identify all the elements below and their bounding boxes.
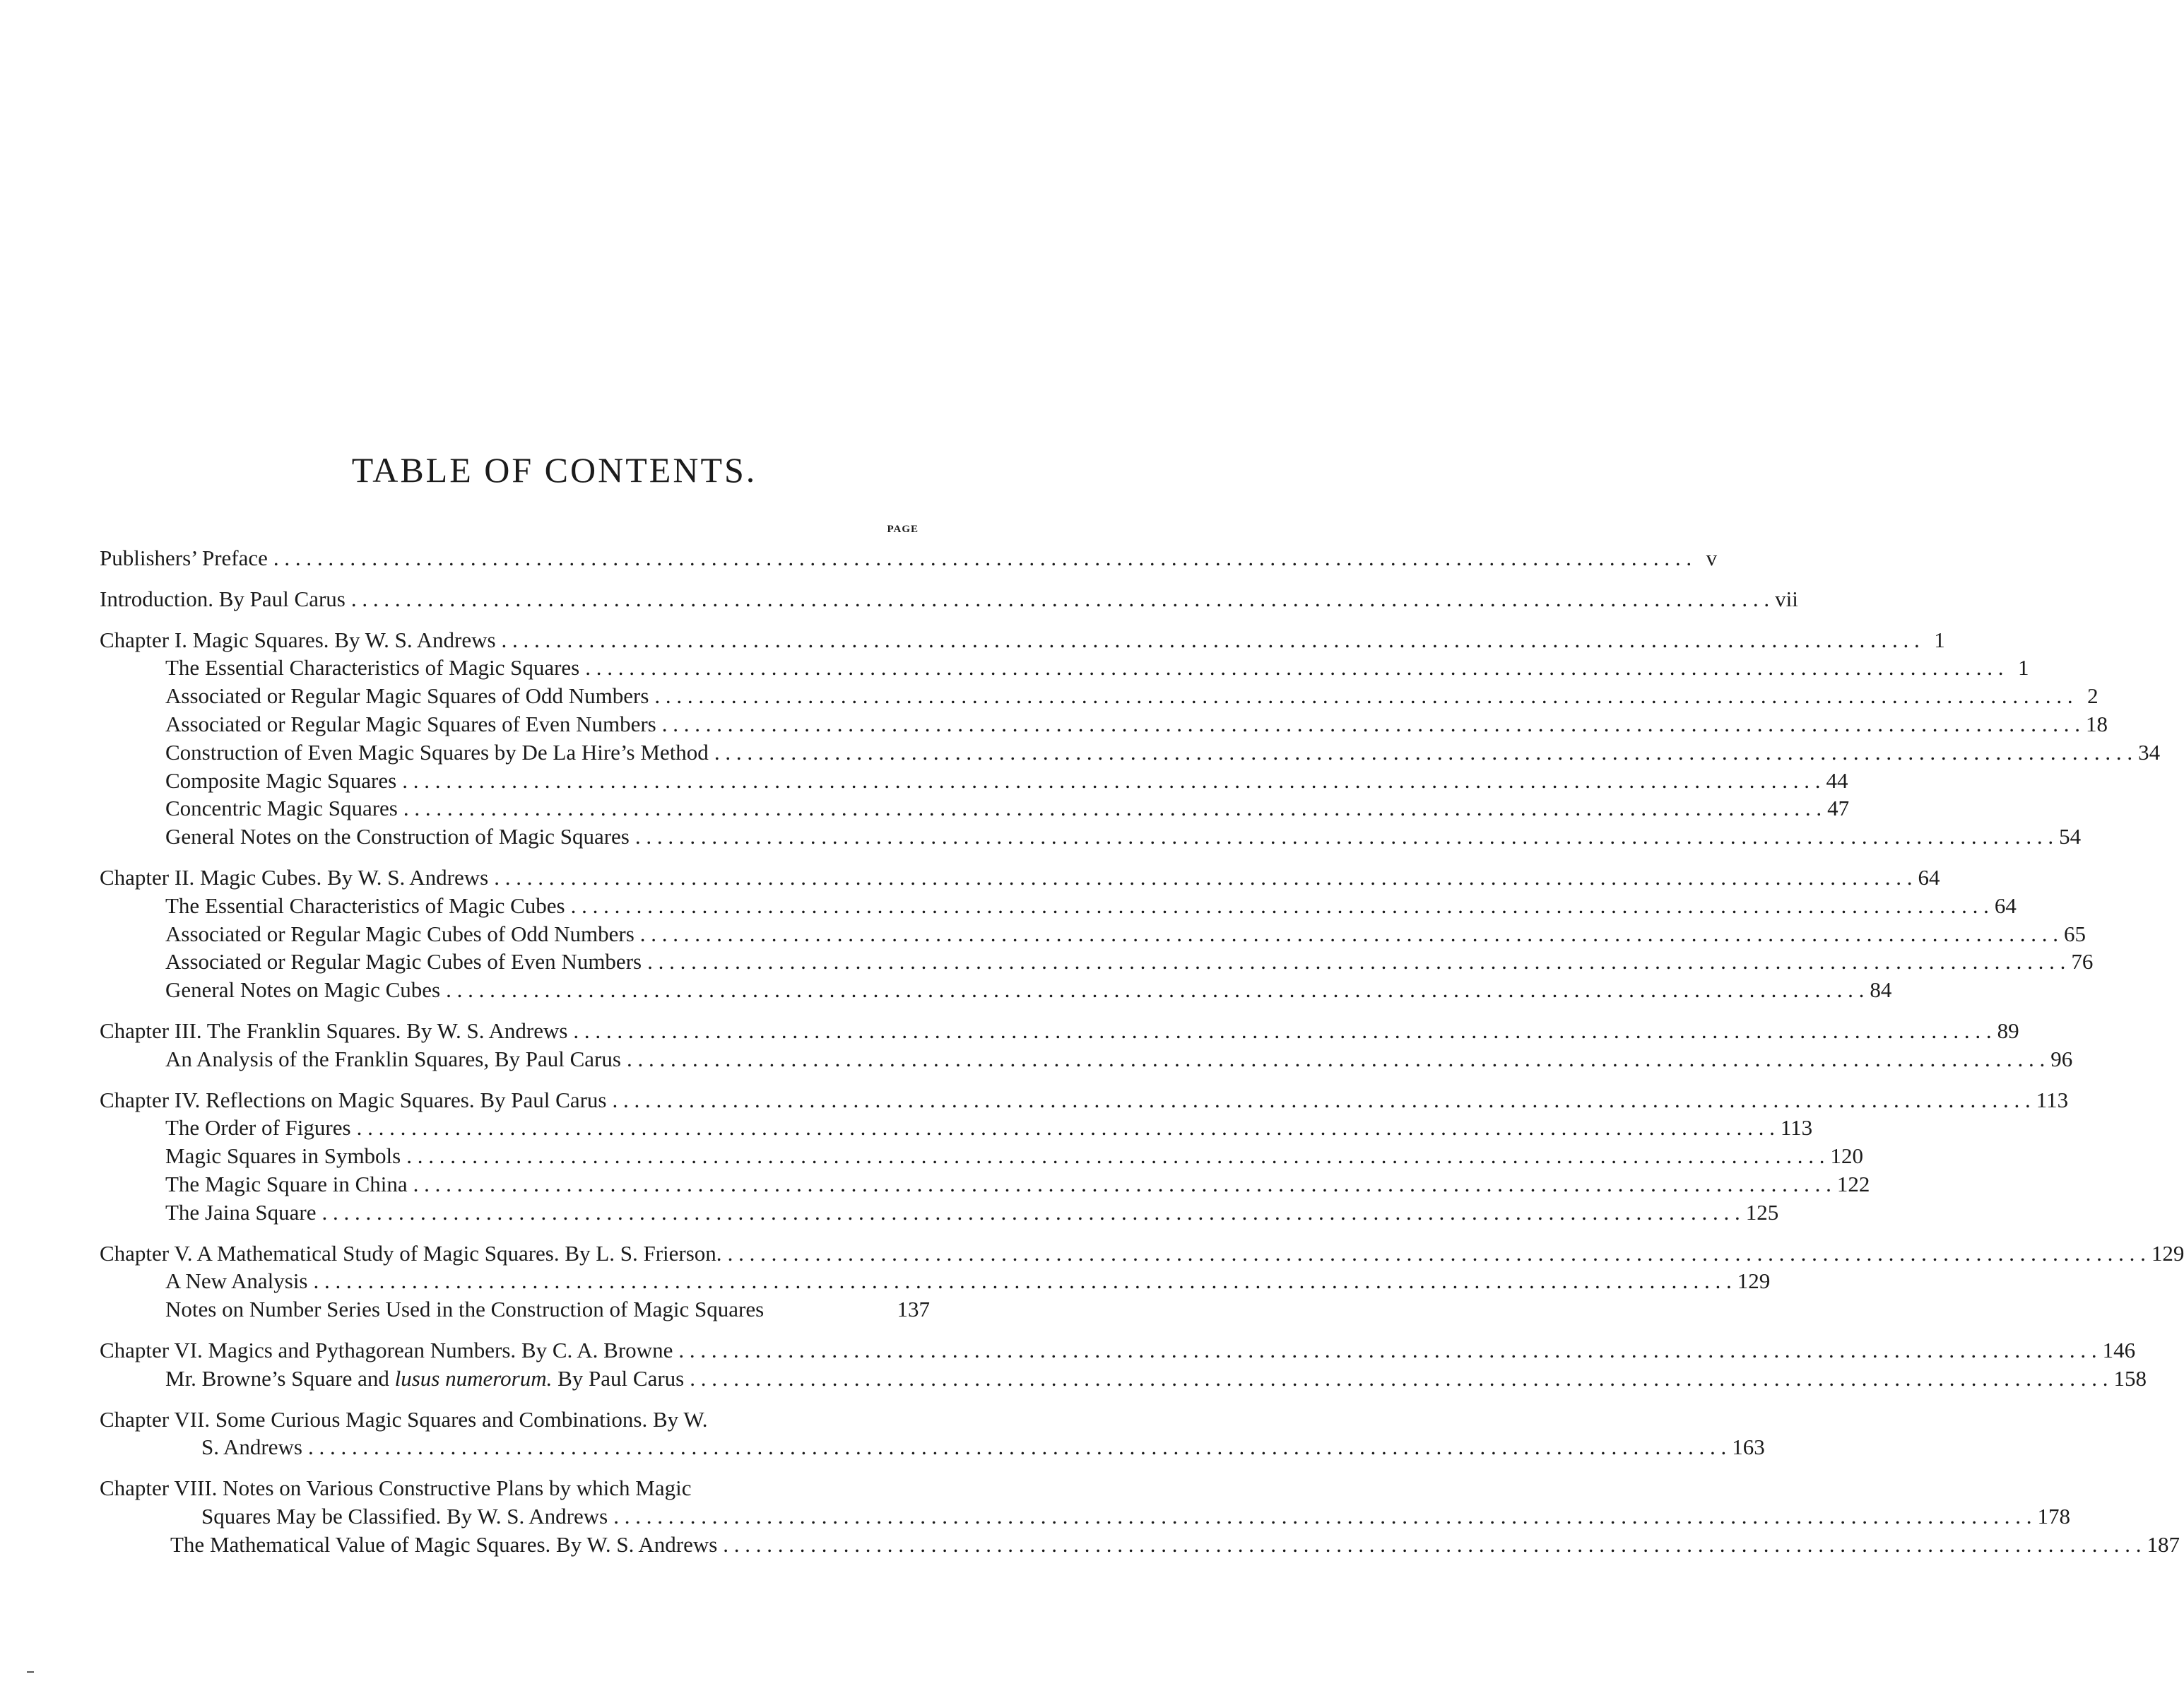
toc-entry-page: 122	[1836, 1171, 1870, 1196]
toc-entry	[100, 585, 1798, 613]
toc-group-chapter-3	[100, 1017, 2073, 1073]
toc-section-entry	[100, 1142, 1863, 1170]
toc-group-chapter-6	[100, 1336, 2147, 1393]
dot-leader	[273, 544, 1692, 572]
toc-chapter-entry-continuation	[100, 1433, 1765, 1461]
page-column-label: PAGE	[887, 524, 919, 535]
dot-leader	[321, 1199, 1740, 1227]
toc-entry-page: 64	[1994, 893, 2017, 918]
toc-entry-title: General Notes on Magic Cubes	[165, 977, 441, 1003]
dot-leader	[627, 1045, 2045, 1073]
dot-leader	[446, 976, 1864, 1004]
dot-leader	[494, 864, 1912, 892]
toc-entry-title: Notes on Number Series Used in the Construction of Magic Squares	[165, 1297, 765, 1322]
toc-section-entry	[100, 682, 2099, 710]
toc-section-entry	[100, 1295, 930, 1324]
toc-entry-page: 137	[897, 1297, 930, 1322]
scan-mark	[27, 1671, 34, 1673]
toc-entry-page: 178	[2037, 1503, 2070, 1529]
toc-entry-page: 120	[1830, 1143, 1863, 1169]
toc-entry-title: Construction of Even Magic Squares by De La Hire’s Method	[165, 739, 709, 765]
page-title: TABLE OF CONTENTS.	[351, 450, 757, 490]
toc-entry-title: Chapter I. Magic Squares. By W. S. Andrews	[100, 627, 496, 652]
toc-entry-page: 113	[2036, 1087, 2069, 1112]
toc-entry-page: 163	[1732, 1435, 1765, 1460]
toc-entry-page: 96	[2050, 1046, 2073, 1071]
toc-entry-page: 1	[1934, 627, 1945, 652]
toc-chapter-entry-continuation	[100, 1502, 2070, 1531]
toc-entry-page: 47	[1827, 796, 1850, 821]
toc-section-entry	[100, 1365, 2147, 1393]
toc-group-chapter-7	[100, 1406, 1765, 1462]
toc-entry-title: Associated or Regular Magic Cubes of Even Numbers	[165, 949, 642, 974]
toc-entry-page: 18	[2085, 711, 2108, 736]
toc-entry-title: A New Analysis	[165, 1268, 308, 1294]
toc-section-entry	[100, 1267, 1771, 1295]
toc-section-entry	[100, 654, 2029, 682]
toc-entry-title: S. Andrews	[201, 1435, 302, 1460]
toc-entry-title-pre: Mr. Browne’s Square and	[165, 1365, 395, 1391]
dot-leader	[728, 1239, 2146, 1268]
toc-entry-title: Chapter III. The Franklin Squares. By W. S. Andrews	[100, 1018, 568, 1043]
toc-entry-title: The Essential Characteristics of Magic Cubes	[165, 893, 565, 918]
toc-entry-title: Concentric Magic Squares	[165, 796, 398, 821]
toc-section-entry	[100, 738, 2161, 767]
toc-entry-page: 89	[1997, 1018, 2019, 1043]
toc-section-entry	[100, 794, 1850, 823]
dot-leader	[406, 1142, 1824, 1170]
toc-entry-page: 76	[2071, 949, 2094, 974]
toc-chapter-entry	[100, 1474, 930, 1502]
toc-entry-page: 187	[2147, 1531, 2180, 1557]
toc-entry-title	[165, 1365, 684, 1393]
toc-entry-page: 2	[2087, 683, 2099, 709]
toc-entry-title: The Mathematical Value of Magic Squares. By W. S. Andrews	[170, 1531, 718, 1557]
dot-leader	[573, 1017, 1991, 1045]
toc-entry-title: General Notes on the Construction of Magic Squares	[165, 824, 630, 849]
toc-entry-title: Associated or Regular Magic Cubes of Odd Numbers	[165, 921, 634, 946]
toc-entry-page: 34	[2138, 739, 2161, 765]
dot-leader	[571, 892, 1989, 920]
toc-section-entry	[100, 823, 2082, 851]
toc-section-entry	[100, 767, 1848, 795]
toc-entry-title-italic: lusus numerorum.	[394, 1365, 553, 1391]
toc-entry-page: vii	[1775, 586, 1798, 611]
dot-leader	[613, 1502, 2031, 1531]
toc-entry-page: 1	[2017, 655, 2029, 681]
dot-leader	[654, 682, 2072, 710]
toc-entry-title: Chapter VI. Magics and Pythagorean Numbers. By C. A. Browne	[100, 1337, 673, 1362]
toc-group-chapter-4	[100, 1086, 2069, 1227]
dot-leader	[714, 738, 2132, 767]
toc-entry-page: 146	[2102, 1337, 2136, 1362]
toc-section-entry	[100, 920, 2086, 948]
toc-entry-title: Chapter IV. Reflections on Magic Squares. By Paul Carus	[100, 1087, 607, 1112]
dot-leader	[314, 1267, 1732, 1295]
dot-leader	[502, 626, 1920, 654]
toc-entry-title: Chapter VIII. Notes on Various Constructive Plans by which Magic	[100, 1476, 692, 1501]
toc-entry-title: An Analysis of the Franklin Squares, By Paul Carus	[165, 1046, 621, 1071]
dot-leader	[585, 654, 2003, 682]
toc-chapter-entry	[100, 1336, 2136, 1365]
toc-entry-title: Chapter V. A Mathematical Study of Magic Squares. By L. S. Frierson.	[100, 1240, 722, 1266]
dot-leader	[351, 585, 1769, 613]
toc-chapter-entry	[100, 1406, 930, 1434]
toc-entry-title: Composite Magic Squares	[165, 767, 397, 793]
toc-group-chapter-1	[100, 626, 2161, 851]
toc-section-entry	[100, 1199, 1779, 1227]
toc-group-preface	[100, 544, 1718, 572]
toc-entry-title: The Jaina Square	[165, 1199, 317, 1225]
toc-entry-title-post: By Paul Carus	[552, 1365, 685, 1391]
toc-entry-title: Introduction. By Paul Carus	[100, 586, 346, 611]
toc-entry-title: Squares May be Classified. By W. S. Andrews	[201, 1503, 608, 1529]
toc-entry-title: Associated or Regular Magic Squares of Even Numbers	[165, 711, 656, 736]
toc-section-entry	[100, 1531, 2180, 1559]
dot-leader	[403, 794, 1822, 823]
toc-entry	[100, 544, 1718, 572]
toc-entry-title: The Essential Characteristics of Magic Squares	[165, 655, 580, 681]
dot-leader	[357, 1114, 1775, 1142]
toc-chapter-entry	[100, 1017, 2019, 1045]
toc-entry-page: 44	[1826, 767, 1848, 793]
toc-entry-page: 113	[1780, 1115, 1813, 1141]
dot-leader	[413, 1170, 1831, 1199]
toc-chapter-entry	[100, 1239, 2184, 1268]
toc-group-introduction	[100, 585, 1798, 613]
toc-entry-title: The Magic Square in China	[165, 1171, 408, 1196]
toc-entry-page: 158	[2113, 1365, 2147, 1391]
toc-entry-title: The Order of Figures	[165, 1115, 351, 1141]
dot-leader	[678, 1336, 2096, 1365]
dot-leader	[723, 1531, 2141, 1559]
toc-section-entry	[100, 710, 2108, 738]
toc-entry-page: v	[1706, 546, 1718, 570]
toc-entry-title: Chapter VII. Some Curious Magic Squares and Combinations. By W.	[100, 1406, 708, 1432]
toc-chapter-entry	[100, 626, 1945, 654]
toc-section-entry	[100, 1170, 1870, 1199]
toc-entry-page: 125	[1745, 1199, 1779, 1225]
toc-section-entry	[100, 1045, 2073, 1073]
toc-entry-page: 84	[1870, 977, 1892, 1003]
toc-section-entry	[100, 1114, 1813, 1142]
dot-leader	[635, 823, 2053, 851]
dot-leader	[690, 1365, 2108, 1393]
table-of-contents	[100, 544, 2184, 1572]
toc-entry-title: Chapter II. Magic Cubes. By W. S. Andrews	[100, 864, 489, 890]
toc-entry-page: 65	[2064, 921, 2086, 946]
toc-group-chapter-8	[100, 1474, 2180, 1558]
toc-section-entry	[100, 976, 1892, 1004]
dot-leader	[612, 1086, 2030, 1114]
toc-entry-page: 64	[1918, 864, 1940, 890]
toc-group-chapter-5	[100, 1239, 2184, 1324]
dot-leader	[647, 948, 2065, 976]
toc-group-chapter-2	[100, 864, 2094, 1004]
toc-chapter-entry	[100, 1086, 2069, 1114]
toc-entry-title: Associated or Regular Magic Squares of Odd Numbers	[165, 683, 649, 709]
toc-entry-page: 129	[2151, 1240, 2184, 1266]
toc-entry-page: 54	[2059, 824, 2082, 849]
toc-entry-title: Publishers’ Preface	[100, 546, 268, 570]
dot-leader	[662, 710, 2080, 738]
toc-section-entry	[100, 948, 2094, 976]
toc-section-entry	[100, 892, 2017, 920]
toc-chapter-entry	[100, 864, 1940, 892]
dot-leader	[308, 1433, 1726, 1461]
toc-entry-title: Magic Squares in Symbols	[165, 1143, 401, 1169]
dot-leader	[640, 920, 2058, 948]
dot-leader	[402, 767, 1820, 795]
toc-entry-page: 129	[1737, 1268, 1771, 1294]
